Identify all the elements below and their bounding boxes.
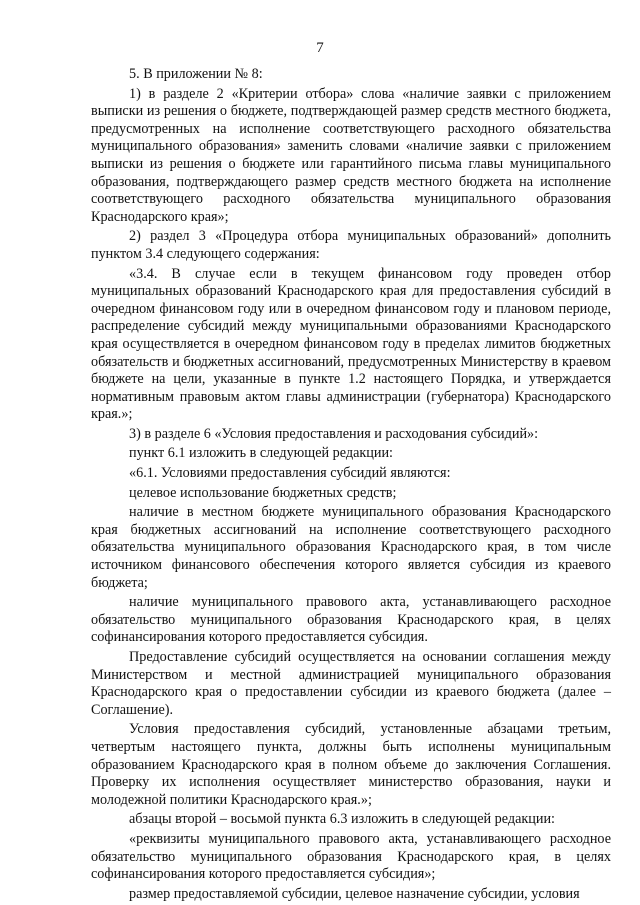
paragraph: Условия предоставления субсидий, установленные абзацами третьим, четвертым настоящего пункта, должны быть исполнены муниципальным образованием Краснодарского края в полном объеме до заключения Соглашения. Проверку их исполнения осуществляет министерство образования, науки и молодежной политики Краснодарского края.»; bbox=[91, 721, 611, 808]
paragraph: размер предоставляемой субсидии, целевое назначение субсидии, условия bbox=[129, 885, 580, 902]
paragraph: «3.4. В случае если в текущем финансовом году проведен отбор муниципальных образований Краснодарского края для предоставления субсидий в очередном финансовом году или в очередном финансовом году и плановом периоде, распределение субсидий между муниципальными образованиями Краснодарского края осуществляется в очередном финансовом году в пределах лимитов бюджетных обязательств и бюджетных ассигнований, предусмотренных Министерству в краевом бюджете на цели, указанные в пункте 1.2 настоящего Порядка, и утверждается нормативным правовым актом главы администрации (губернатора) Краснодарского края.»; bbox=[91, 265, 611, 423]
paragraph: наличие в местном бюджете муниципального образования Краснодарского края бюджетных ассигнований на исполнение соответствующего расходного обязательства муниципального образования Краснодарского края, в том числе источником финансового обеспечения которого является субсидия из краевого бюджета; bbox=[91, 504, 611, 591]
paragraph: целевое использование бюджетных средств; bbox=[129, 484, 397, 501]
paragraph: Предоставление субсидий осуществляется на основании соглашения между Министерством и местной администрацией муниципального образования Краснодарского края о предоставлении субсидии из краевого бюджета (далее – Соглашение). bbox=[91, 649, 611, 718]
paragraph: 1) в разделе 2 «Критерии отбора» слова «наличие заявки с приложением выписки из решения о бюджете, подтверждающей размер средств местного бюджета, предусмотренных на исполнение соответствующего расходного обязательства муниципального образования» заменить словами «наличие заявки с приложением выписки из решения о бюджете или гарантийного письма главы муниципального образования, подтверждающего размер средств местного бюджета на исполнение соответствующего расходного обязательства муниципального образования Краснодарского края»; bbox=[91, 85, 611, 225]
paragraph: «6.1. Условиями предоставления субсидий являются: bbox=[129, 465, 451, 482]
paragraph: пункт 6.1 изложить в следующей редакции: bbox=[129, 445, 393, 462]
document-body bbox=[91, 66, 611, 905]
paragraph: 2) раздел 3 «Процедура отбора муниципальных образований» дополнить пунктом 3.4 следующего содержания: bbox=[91, 228, 611, 262]
paragraph: 3) в разделе 6 «Условия предоставления и расходования субсидий»: bbox=[129, 425, 539, 442]
paragraph: 5. В приложении № 8: bbox=[129, 66, 263, 82]
page-number: 7 bbox=[316, 40, 324, 56]
paragraph: абзацы второй – восьмой пункта 6.3 изложить в следующей редакции: bbox=[129, 811, 555, 828]
paragraph: наличие муниципального правового акта, устанавливающего расходное обязательство муниципального образования Краснодарского края, в целях софинансирования которого предоставляется субсидия. bbox=[91, 594, 611, 646]
paragraph: «реквизиты муниципального правового акта, устанавливающего расходное обязательство муниципального образования Краснодарского края, в целях софинансирования которого предоставляется субсидия»; bbox=[91, 830, 611, 883]
